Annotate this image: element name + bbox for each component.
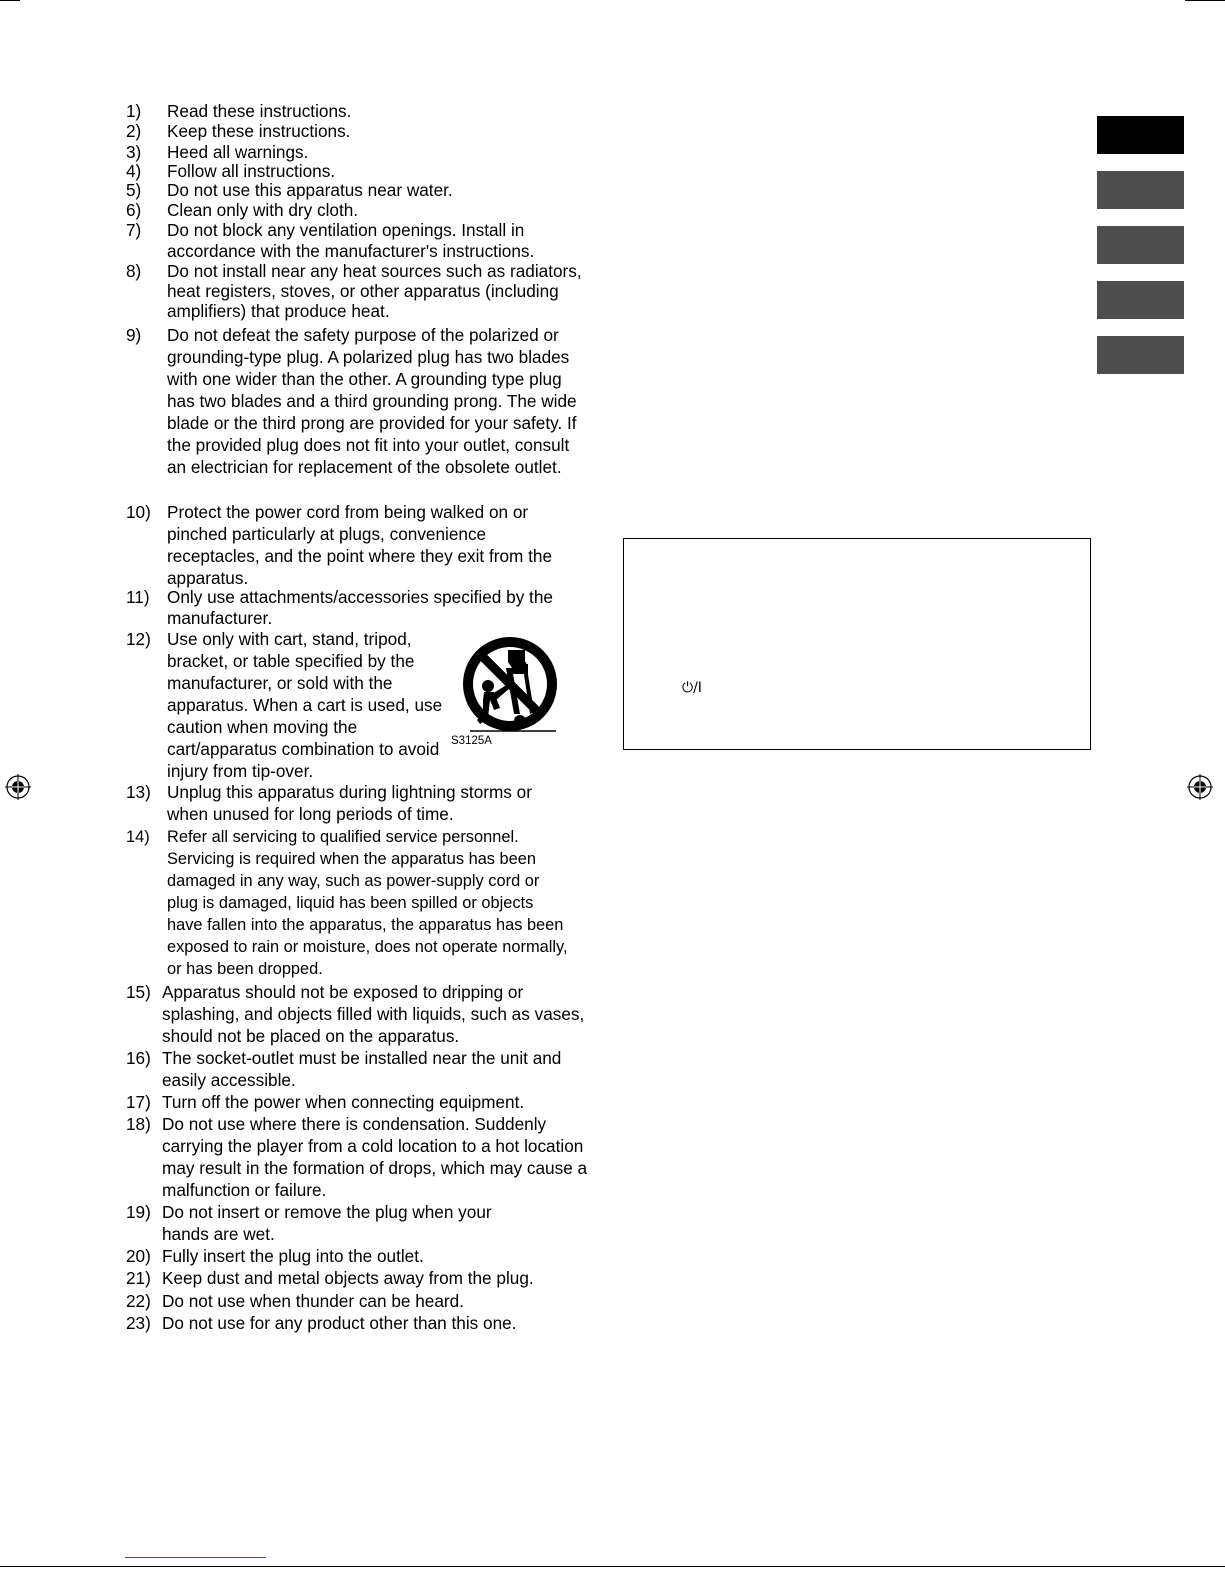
instruction-text: Clean only with dry cloth. (167, 200, 359, 220)
instruction-text: Protect the power cord from being walked on or pinched particularly at plugs, convenience receptacles, and the point where they exit from the apparatus. (167, 502, 553, 588)
instruction-text: Do not insert or remove the plug when your hands are wet. (162, 1202, 492, 1244)
instruction-text: Keep dust and metal objects away from the plug. (162, 1268, 534, 1288)
instruction-item (126, 1312, 606, 1334)
instruction-item (126, 587, 606, 629)
language-tab-4[interactable] (1097, 281, 1184, 319)
instruction-number: 12) (126, 629, 151, 649)
cart-warning-code: S3125A (451, 735, 492, 747)
instruction-text: Do not defeat the safety purpose of the polarized or grounding-type plug. A polarized plug has two blades with one wider than the other. A grounding type plug has two blades and a third grounding prong. The wide blade or the third prong are provided for your safety. If the provided plug does not fit into your outlet, consult an electrician for replacement of the obsolete outlet. (167, 325, 577, 477)
instruction-number: 13) (126, 782, 151, 802)
instruction-item (126, 261, 606, 321)
footer-underline (125, 1557, 266, 1558)
instruction-text: The socket-outlet must be installed near the unit and easily accessible. (162, 1048, 562, 1090)
instruction-text: Do not install near any heat sources such as radiators, heat registers, stoves, or other apparatus (including amplifiers) that produce heat. (167, 261, 582, 321)
instruction-number: 20) (126, 1246, 151, 1266)
instruction-text: Only use attachments/accessories specified by the manufacturer. (167, 587, 553, 628)
instruction-number: 22) (126, 1291, 151, 1311)
registration-mark-icon (1187, 774, 1213, 800)
instruction-item (126, 1290, 606, 1312)
instruction-number: 14) (126, 828, 150, 846)
instruction-text: Follow all instructions. (167, 161, 336, 181)
instruction-text: Do not use when thunder can be heard. (162, 1291, 464, 1311)
instruction-text: Turn off the power when connecting equipment. (162, 1092, 525, 1112)
instruction-number: 19) (126, 1202, 151, 1222)
crop-mark-top-right (1185, 0, 1225, 1)
instruction-text: Unplug this apparatus during lightning storms or when unused for long periods of time. (167, 782, 532, 824)
language-tab-2[interactable] (1097, 171, 1184, 209)
instruction-number: 23) (126, 1313, 151, 1333)
instruction-number: 3) (126, 142, 142, 162)
instruction-item (126, 220, 606, 262)
cart-tip-over-warning-icon (450, 628, 568, 748)
instruction-item (126, 324, 606, 478)
instruction-item (126, 1113, 606, 1201)
instruction-number: 15) (126, 982, 151, 1002)
instruction-item (126, 1091, 606, 1113)
instruction-item (126, 1201, 606, 1245)
instruction-number: 6) (126, 200, 142, 220)
instruction-number: 11) (126, 587, 150, 607)
instruction-item (126, 1267, 606, 1289)
instruction-text: Keep these instructions. (167, 121, 351, 141)
instruction-item (126, 100, 606, 122)
instruction-text: Heed all warnings. (167, 142, 309, 162)
instruction-text: Do not block any ventilation openings. Install in accordance with the manufacturer's instructions. (167, 220, 535, 261)
instruction-text: Fully insert the plug into the outlet. (162, 1246, 424, 1266)
instruction-item (126, 179, 606, 201)
notice-box (623, 538, 1091, 750)
instruction-item (126, 199, 606, 221)
instruction-number: 4) (126, 161, 142, 181)
instruction-number: 17) (126, 1092, 151, 1112)
language-tab-1[interactable] (1097, 116, 1184, 154)
instruction-number: 18) (126, 1114, 151, 1134)
instruction-item (126, 120, 606, 142)
instruction-text: Do not use this apparatus near water. (167, 180, 453, 200)
instruction-text: Apparatus should not be exposed to dripping or splashing, and objects filled with liquids, such as vases, should not be placed on the apparatus. (162, 982, 585, 1046)
instruction-item (126, 501, 606, 589)
instruction-text: Use only with cart, stand, tripod, bracket, or table specified by the manufacturer, or sold with the apparatus. When a cart is used, use caution when moving the cart/apparatus combination to avoid injury from tip-over. (167, 629, 443, 781)
instruction-text: Do not use where there is condensation. Suddenly carrying the player from a cold location to a hot location may result in the formation of drops, which may cause a malfunction or failure. (162, 1114, 588, 1200)
language-tab-5[interactable] (1097, 336, 1184, 374)
power-standby-symbol: ⏻/I (682, 680, 702, 696)
bottom-rule (0, 1566, 1225, 1567)
instruction-number: 16) (126, 1048, 151, 1068)
instruction-number: 5) (126, 180, 142, 200)
instruction-item (126, 981, 606, 1047)
instruction-number: 7) (126, 220, 142, 240)
instruction-number: 1) (126, 101, 142, 121)
instruction-item (126, 1047, 606, 1091)
instruction-item (126, 826, 606, 980)
instruction-text: Read these instructions. (167, 101, 352, 121)
instruction-number: 9) (126, 325, 142, 345)
instruction-item (126, 781, 606, 825)
instruction-text: Refer all servicing to qualified service personnel. Servicing is required when the apparatus has been damaged in any way, such as power-supply cord or plug is damaged, liquid has been spilled or objects have fallen into the apparatus, the apparatus has been exposed to rain or moisture, does not operate normally, or has been dropped. (167, 828, 568, 978)
instruction-number: 10) (126, 502, 151, 522)
instruction-number: 8) (126, 261, 142, 281)
instruction-number: 2) (126, 121, 142, 141)
registration-mark-icon (5, 774, 31, 800)
crop-mark-top-left (0, 0, 20, 1)
language-tab-3[interactable] (1097, 226, 1184, 264)
instruction-text: Do not use for any product other than this one. (162, 1313, 517, 1333)
instruction-number: 21) (126, 1268, 151, 1288)
instruction-item (126, 1245, 606, 1267)
